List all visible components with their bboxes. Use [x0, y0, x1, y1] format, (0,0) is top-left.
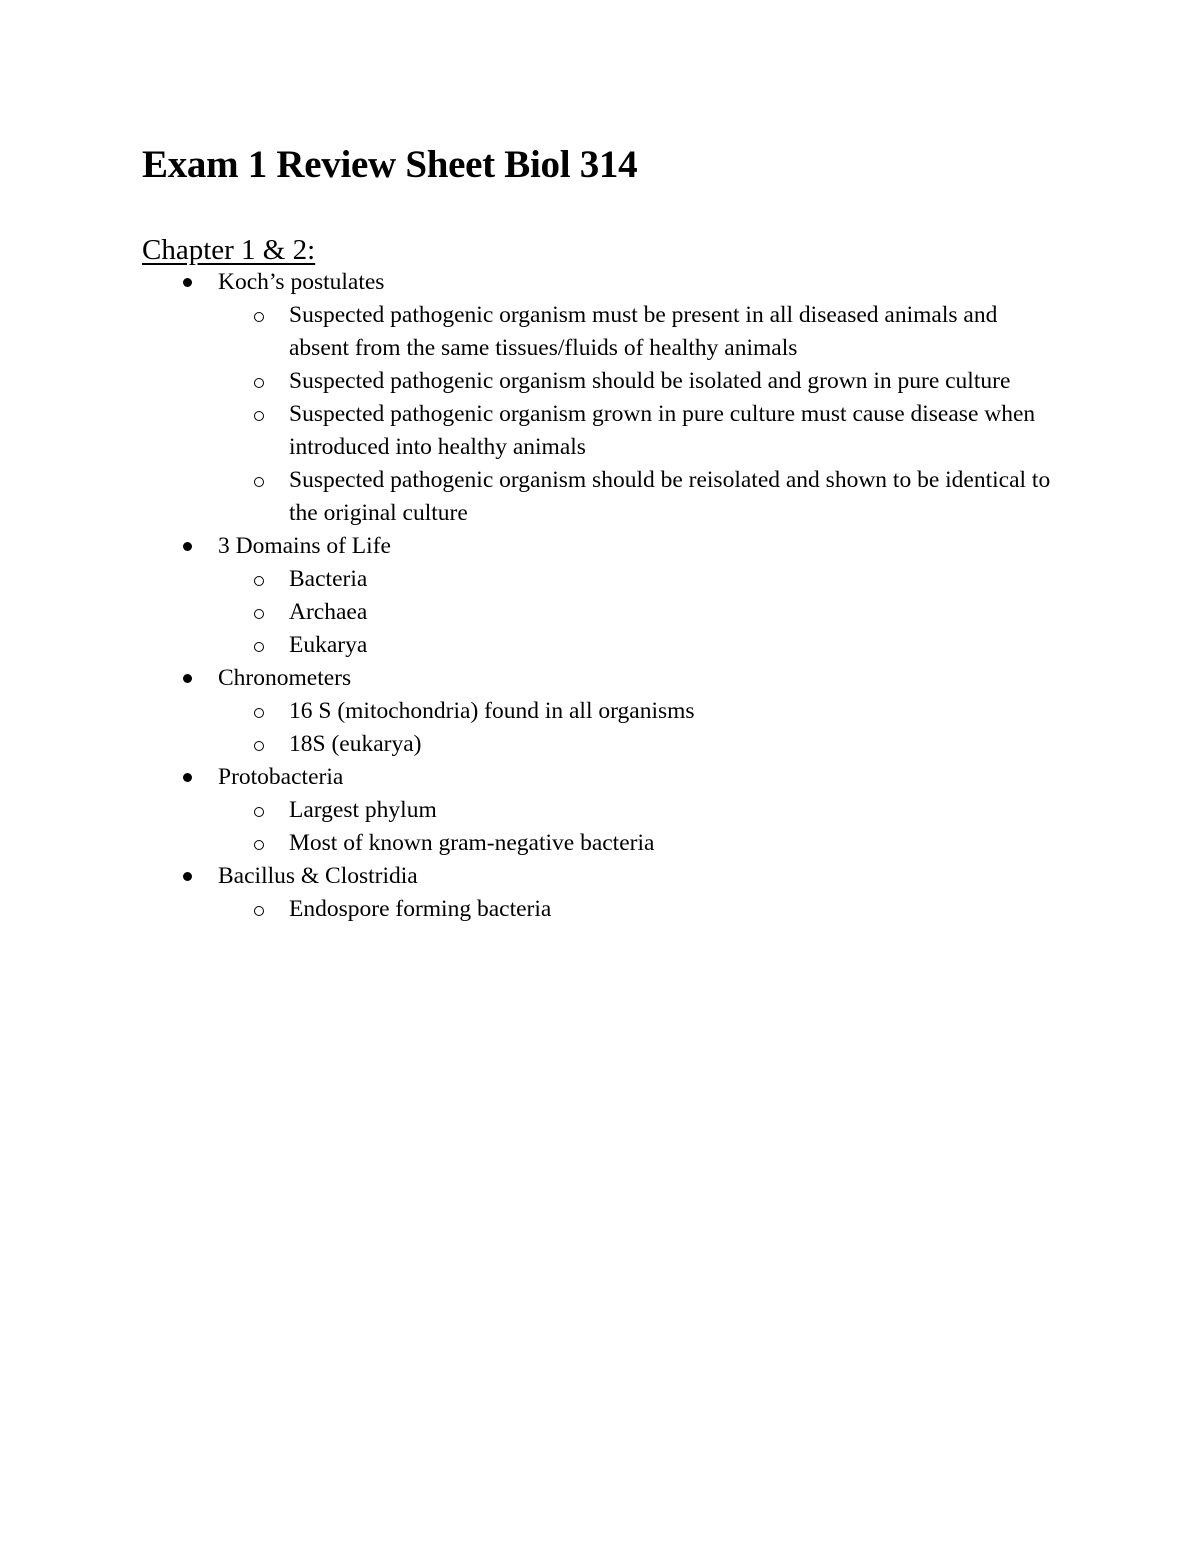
- item-text: 16 S (mitochondria) found in all organisms: [289, 698, 695, 724]
- list-item: [0, 398, 1059, 464]
- topic-chronometers: [0, 662, 1200, 695]
- open-circle-bullet-icon: [254, 378, 264, 388]
- list-item: [0, 629, 1059, 662]
- item-text: Archaea: [289, 599, 368, 625]
- open-circle-bullet-icon: [254, 642, 264, 652]
- item-text: Bacteria: [289, 566, 368, 592]
- open-circle-bullet-icon: [254, 708, 264, 718]
- open-circle-bullet-icon: [254, 312, 264, 322]
- list-item: [0, 893, 1059, 926]
- bullet-icon: [183, 773, 192, 782]
- item-text: Largest phylum: [289, 797, 437, 823]
- topic-label: Protobacteria: [218, 764, 344, 790]
- item-text: Suspected pathogenic organism grown in pure culture must cause disease when introduced into healthy animals: [289, 401, 1036, 460]
- list-item: [0, 365, 1059, 398]
- topic-label: 3 Domains of Life: [218, 533, 391, 559]
- topic-kochs-postulates: [0, 266, 1200, 299]
- open-circle-bullet-icon: [254, 411, 264, 421]
- list-item: [0, 299, 1059, 365]
- open-circle-bullet-icon: [254, 840, 264, 850]
- topic-bacillus-clostridia: [0, 860, 1200, 893]
- list-item: [0, 563, 1059, 596]
- list-item: [0, 695, 1059, 728]
- open-circle-bullet-icon: [254, 609, 264, 619]
- topic-label: Chronometers: [218, 665, 352, 691]
- topic-label: Bacillus & Clostridia: [218, 863, 418, 889]
- topic-label: Koch’s postulates: [218, 269, 385, 295]
- bullet-icon: [183, 542, 192, 551]
- open-circle-bullet-icon: [254, 741, 264, 751]
- section-heading: Chapter 1 & 2:: [142, 234, 316, 266]
- item-text: Eukarya: [289, 632, 368, 658]
- topic-protobacteria: [0, 761, 1200, 794]
- bullet-icon: [183, 872, 192, 881]
- item-text: Suspected pathogenic organism should be isolated and grown in pure culture: [289, 368, 1011, 394]
- item-text: Most of known gram-negative bacteria: [289, 830, 655, 856]
- open-circle-bullet-icon: [254, 807, 264, 817]
- list-item: [0, 794, 1059, 827]
- item-text: Suspected pathogenic organism must be present in all diseased animals and absent from the same tissues/fluids of healthy animals: [289, 302, 998, 361]
- document-title: Exam 1 Review Sheet Biol 314: [142, 143, 638, 186]
- bullet-icon: [183, 674, 192, 683]
- open-circle-bullet-icon: [254, 477, 264, 487]
- open-circle-bullet-icon: [254, 576, 264, 586]
- item-text: Suspected pathogenic organism should be reisolated and shown to be identical to the original culture: [289, 467, 1051, 526]
- list-item: [0, 827, 1059, 860]
- open-circle-bullet-icon: [254, 906, 264, 916]
- topic-domains-of-life: [0, 530, 1200, 563]
- item-text: 18S (eukarya): [289, 731, 422, 757]
- list-item: [0, 728, 1059, 761]
- list-item: [0, 596, 1059, 629]
- bullet-icon: [183, 278, 192, 287]
- review-outline: [0, 266, 1200, 926]
- item-text: Endospore forming bacteria: [289, 896, 552, 922]
- list-item: [0, 464, 1059, 530]
